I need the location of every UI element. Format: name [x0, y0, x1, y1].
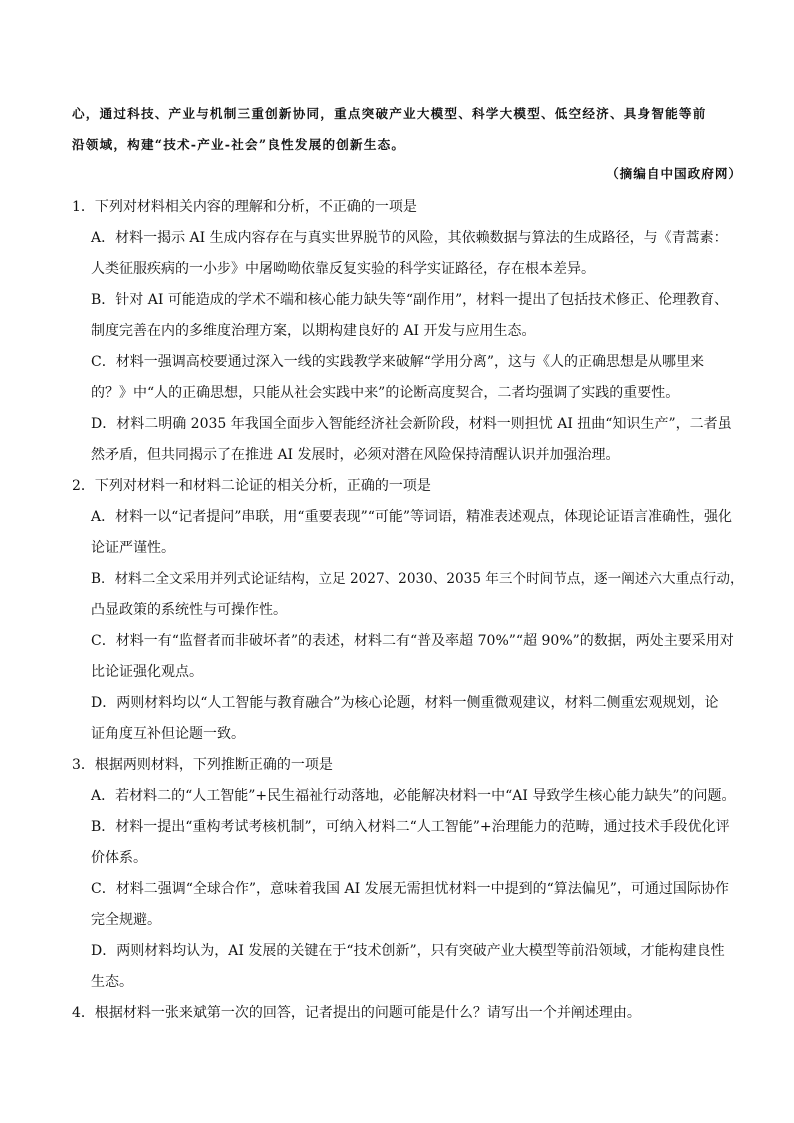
- question-1-option-d-cont: 然矛盾，但共同揭示了在推进 AI 发展时，必须对潜在风险保持清醒认识并加强治理。: [91, 447, 620, 463]
- question-3-option-b: B．材料一提出“重构考试考核机制”，可纳入材料二“人工智能”+治理能力的范畴，通过技术手段优化评: [91, 819, 730, 835]
- question-2-option-c: C．材料一有“监督者而非破坏者”的表述，材料二有“普及率超 70%”“超 90%”的数据，两处主要采用对: [91, 633, 734, 649]
- question-1-option-c: C．材料一强调高校要通过深入一线的实践教学来破解“学用分离”，这与《人的正确思想是从哪里来: [91, 354, 705, 370]
- question-2-option-b: B．材料二全文采用并列式论证结构，立足 2027、2030、2035 年三个时间节点，逐一阐述六大重点行动，: [91, 571, 744, 587]
- question-2-stem: 2．下列对材料一和材料二论证的相关分析，正确的一项是: [72, 478, 431, 494]
- question-3-option-a: A．若材料二的“人工智能”+民生福祉行动落地，必能解决材料一中“AI 导致学生核心能力缺失”的问题。: [91, 788, 736, 804]
- question-3-option-d-cont: 生态。: [91, 974, 133, 990]
- intro-line-2: 沿领域，构建“技术-产业-社会”良性发展的创新生态。: [72, 137, 406, 152]
- question-3-option-b-cont: 价体系。: [91, 850, 147, 866]
- question-2-option-b-cont: 凸显政策的系统性与可操作性。: [91, 602, 287, 618]
- question-3-option-c: C．材料二强调“全球合作”，意味着我国 AI 发展无需担忧材料一中提到的“算法偏见”，可通过国际协作: [91, 881, 729, 897]
- question-2-option-a: A．材料一以“记者提问”串联，用“重要表现”“可能”等词语，精准表述观点，体现论证语言准确性，强化: [91, 509, 733, 525]
- question-3-stem: 3．根据两则材料，下列推断正确的一项是: [72, 757, 333, 773]
- question-4-stem: 4．根据材料一张来斌第一次的回答，记者提出的问题可能是什么？请写出一个并阐述理由。: [72, 1005, 641, 1021]
- question-1-option-a: A．材料一揭示 AI 生成内容存在与真实世界脱节的风险，其依赖数据与算法的生成路径，与《青蒿素：: [91, 230, 728, 246]
- question-1-option-c-cont: 的？》中“人的正确思想，只能从社会实践中来”的论断高度契合，二者均强调了实践的重要性。: [91, 385, 680, 401]
- question-2-option-c-cont: 比论证强化观点。: [91, 664, 203, 680]
- question-2-option-d: D．两则材料均以“人工智能与教育融合”为核心论题，材料一侧重微观建议，材料二侧重宏观规划，论: [91, 695, 719, 711]
- intro-line-1: 心，通过科技、产业与机制三重创新协同，重点突破产业大模型、科学大模型、低空经济、具身智能等前: [72, 106, 707, 121]
- question-1-option-d: D．材料二明确 2035 年我国全面步入智能经济社会新阶段，材料一则担忧 AI 扭曲“知识生产”，二者虽: [91, 416, 732, 432]
- question-1-stem: 1．下列对材料相关内容的理解和分析，不正确的一项是: [72, 199, 417, 215]
- question-1-option-a-cont: 人类征服疾病的一小步》中屠呦呦依靠反复实验的科学实证路径，存在根本差异。: [91, 261, 595, 277]
- question-1-option-b-cont: 制度完善在内的多维度治理方案，以期构建良好的 AI 开发与应用生态。: [91, 323, 536, 339]
- question-3-option-c-cont: 完全规避。: [91, 912, 161, 928]
- question-2-option-a-cont: 论证严谨性。: [91, 540, 175, 556]
- question-3-option-d: D．两则材料均认为，AI 发展的关键在于“技术创新”，只有突破产业大模型等前沿领域，才能构建良性: [91, 943, 725, 959]
- source-attribution: （摘编自中国政府网）: [606, 166, 742, 181]
- question-2-option-d-cont: 证角度互补但论题一致。: [91, 726, 245, 742]
- question-1-option-b: B．针对 AI 可能造成的学术不端和核心能力缺失等“副作用”，材料一提出了包括技术修正、伦理教育、: [91, 292, 729, 308]
